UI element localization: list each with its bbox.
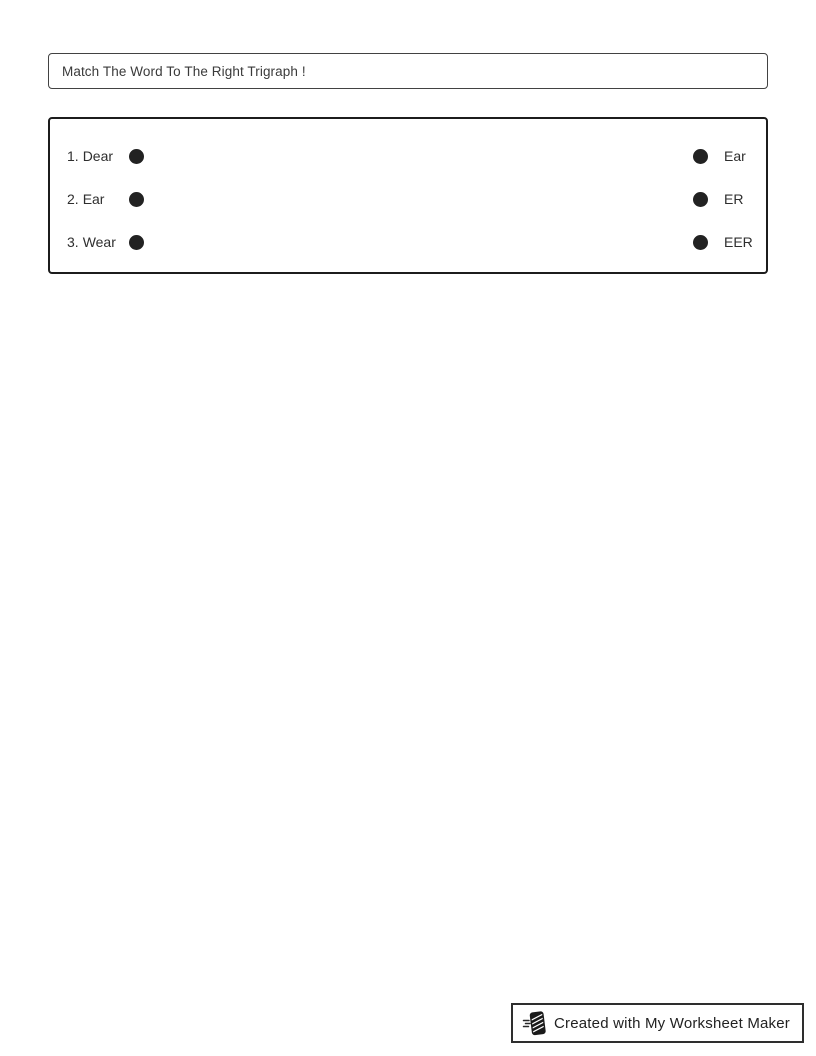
match-left-label (67, 191, 129, 207)
worksheet-maker-logo-icon (522, 1010, 547, 1037)
matching-question-box (48, 117, 768, 274)
credit-badge[interactable] (511, 1003, 804, 1043)
match-option-label: EER (724, 234, 753, 250)
worksheet-title: Match The Word To The Right Trigraph ! (62, 63, 306, 79)
worksheet-title-box (48, 53, 768, 89)
item-word: Ear (82, 191, 105, 207)
match-row (50, 184, 766, 214)
item-number: 2. (67, 191, 79, 207)
match-left-label (67, 234, 129, 250)
item-number: 3. (67, 234, 79, 250)
match-row (50, 227, 766, 257)
match-dot-right (693, 235, 708, 250)
match-dot-left (129, 192, 144, 207)
credit-text: Created with My Worksheet Maker (554, 1014, 790, 1032)
item-number: 1. (67, 148, 79, 164)
match-dot-right (693, 192, 708, 207)
item-word: Dear (82, 148, 114, 164)
match-row (50, 141, 766, 171)
match-option-label: ER (724, 191, 744, 207)
match-dot-left (129, 149, 144, 164)
match-left-label (67, 148, 129, 164)
item-word: Wear (82, 234, 116, 250)
match-option-label: Ear (724, 148, 746, 164)
match-dot-left (129, 235, 144, 250)
match-dot-right (693, 149, 708, 164)
